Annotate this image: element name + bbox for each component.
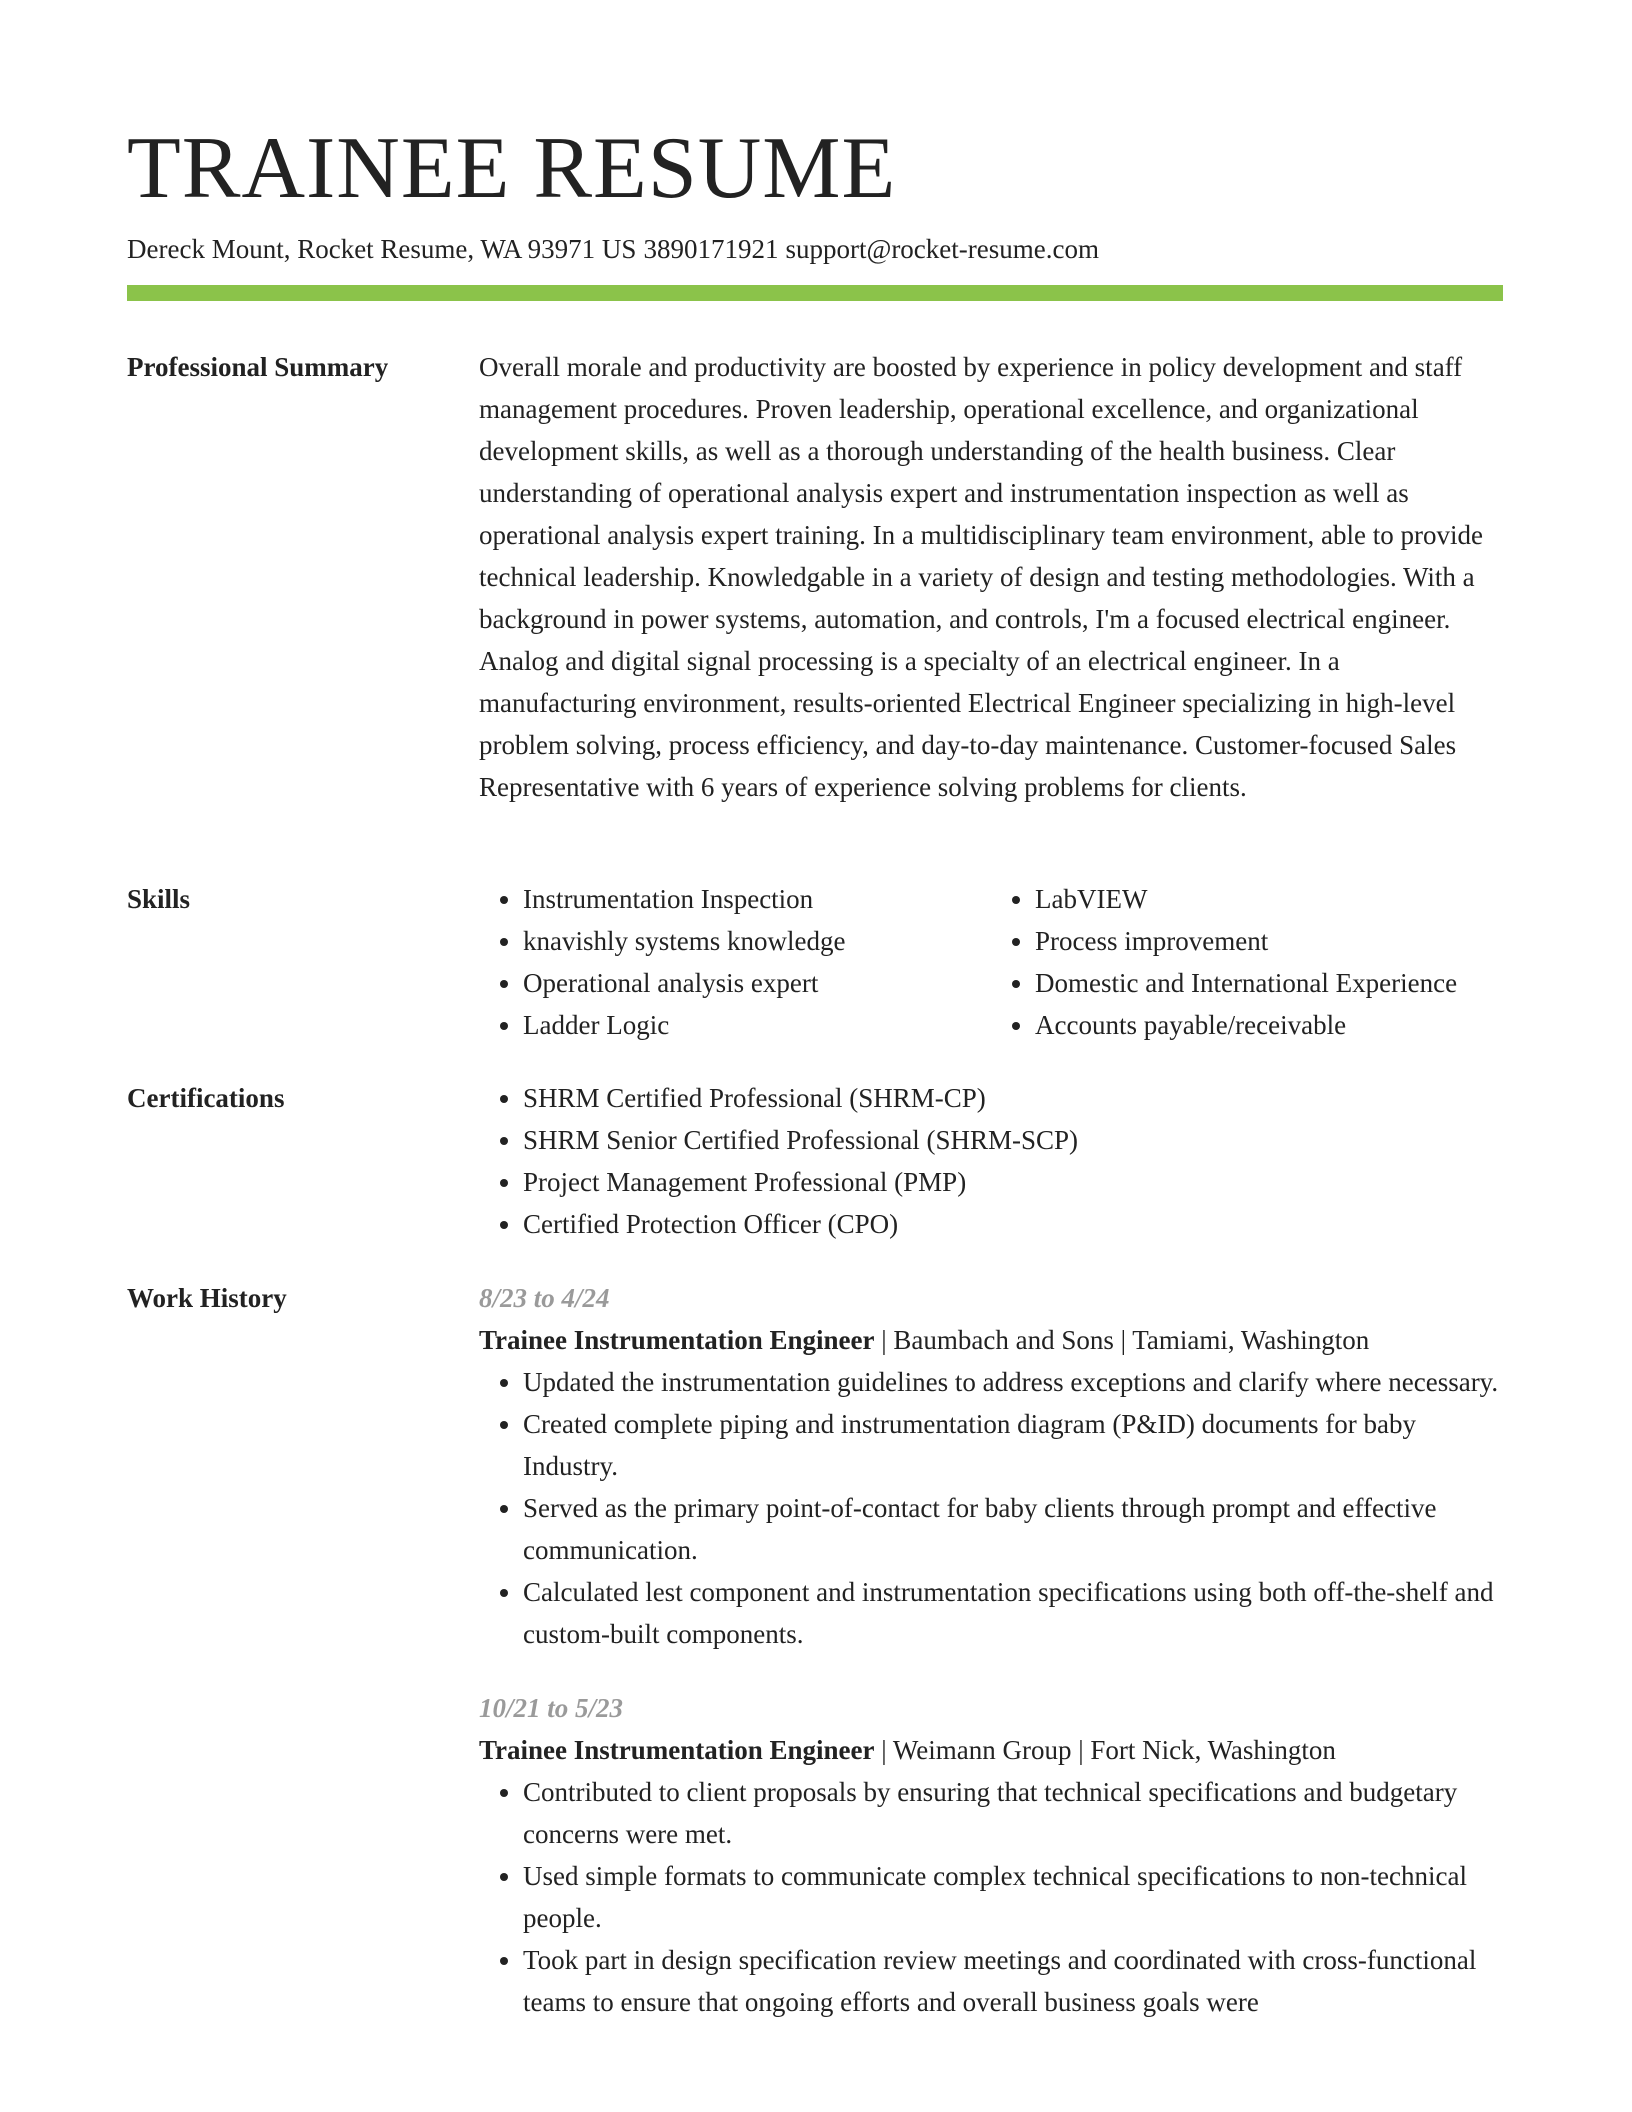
certification-item: • SHRM Certified Professional (SHRM-CP) <box>523 1077 1503 1119</box>
name-address: Dereck Mount, Rocket Resume, WA 93971 US <box>127 234 637 264</box>
email-address: support@rocket-resume.com <box>785 234 1099 264</box>
job-bullet: • Used simple formats to communicate complex technical specifications to non-technical people. <box>523 1855 1503 1939</box>
job-bullet: • Updated the instrumentation guidelines to address exceptions and clarify where necessary. <box>523 1361 1503 1403</box>
skills-list-right <box>991 878 1503 1046</box>
skills-heading: Skills <box>127 884 191 914</box>
job-location: Fort Nick, Washington <box>1090 1735 1336 1765</box>
job-company: Baumbach and Sons <box>893 1325 1114 1355</box>
job-bullet: • Calculated lest component and instrumentation specifications using both off-the-shelf and custom-built components. <box>523 1571 1503 1655</box>
certification-item: • Project Management Professional (PMP) <box>523 1161 1503 1203</box>
header-divider <box>127 285 1503 301</box>
certifications-body <box>479 1077 1503 1245</box>
work-history-body <box>479 1277 1503 2023</box>
job-entry <box>479 1277 1503 1655</box>
skills-body <box>479 878 1503 1046</box>
certifications-list <box>479 1077 1503 1245</box>
certification-item: • SHRM Senior Certified Professional (SHRM-SCP) <box>523 1119 1503 1161</box>
job-dates: 8/23 to 4/24 <box>479 1283 610 1313</box>
skill-item: • Process improvement <box>1035 920 1503 962</box>
skill-item: • Instrumentation Inspection <box>523 878 991 920</box>
summary-text: Overall morale and productivity are boosted by experience in policy development and staff management procedures. Proven leadership, operational excellence, and organizational development skills, as well as a thorough understanding of the health business. Clear understanding of operational analysis expert and instrumentation inspection as well as operational analysis expert training. In a multidisciplinary team environment, able to provide technical leadership. Knowledgable in a variety of design and testing methodologies. With a background in power systems, automation, and controls, I'm a focused electrical engineer. Analog and digital signal processing is a specialty of an electrical engineer. In a manufacturing environment, results-oriented Electrical Engineer specializing in high-level problem solving, process efficiency, and day-to-day maintenance. Customer-focused Sales Representative with 6 years of experience solving problems for clients. <box>479 352 1483 802</box>
job-bullets <box>479 1361 1503 1655</box>
job-dates: 10/21 to 5/23 <box>479 1693 624 1723</box>
job-location: Tamiami, Washington <box>1132 1325 1370 1355</box>
skill-item: • LabVIEW <box>1035 878 1503 920</box>
summary-heading: Professional Summary <box>127 352 389 382</box>
resume-title: TRAINEE RESUME <box>127 120 897 217</box>
job-company: Weimann Group <box>892 1735 1072 1765</box>
skill-item: • Domestic and International Experience <box>1035 962 1503 1004</box>
job-bullet: • Created complete piping and instrumentation diagram (P&ID) documents for baby Industry. <box>523 1403 1503 1487</box>
skills-list-left <box>479 878 991 1046</box>
skill-item: • knavishly systems knowledge <box>523 920 991 962</box>
job-bullets <box>479 1771 1503 2023</box>
job-title: Trainee Instrumentation Engineer <box>479 1325 875 1355</box>
job-bullet: • Took part in design specification review meetings and coordinated with cross-functional teams to ensure that ongoing efforts and overall business goals were <box>523 1939 1503 2023</box>
summary-body <box>479 346 1503 808</box>
job-bullet: • Contributed to client proposals by ensuring that technical specifications and budgetary concerns were met. <box>523 1771 1503 1855</box>
phone-number: 3890171921 <box>643 234 779 264</box>
work-history-heading: Work History <box>127 1283 287 1313</box>
job-entry <box>479 1687 1503 2023</box>
certifications-heading: Certifications <box>127 1083 285 1113</box>
job-bullet: • Served as the primary point-of-contact for baby clients through prompt and effective communication. <box>523 1487 1503 1571</box>
skill-item: • Operational analysis expert <box>523 962 991 1004</box>
skill-item: • Ladder Logic <box>523 1004 991 1046</box>
job-heading: Trainee Instrumentation Engineer | Baumbach and Sons | Tamiami, Washington <box>479 1325 1370 1355</box>
job-title: Trainee Instrumentation Engineer <box>479 1735 875 1765</box>
job-heading: Trainee Instrumentation Engineer | Weimann Group | Fort Nick, Washington <box>479 1735 1336 1765</box>
certification-item: • Certified Protection Officer (CPO) <box>523 1203 1503 1245</box>
skill-item: • Accounts payable/receivable <box>1035 1004 1503 1046</box>
contact-line <box>127 232 1099 266</box>
